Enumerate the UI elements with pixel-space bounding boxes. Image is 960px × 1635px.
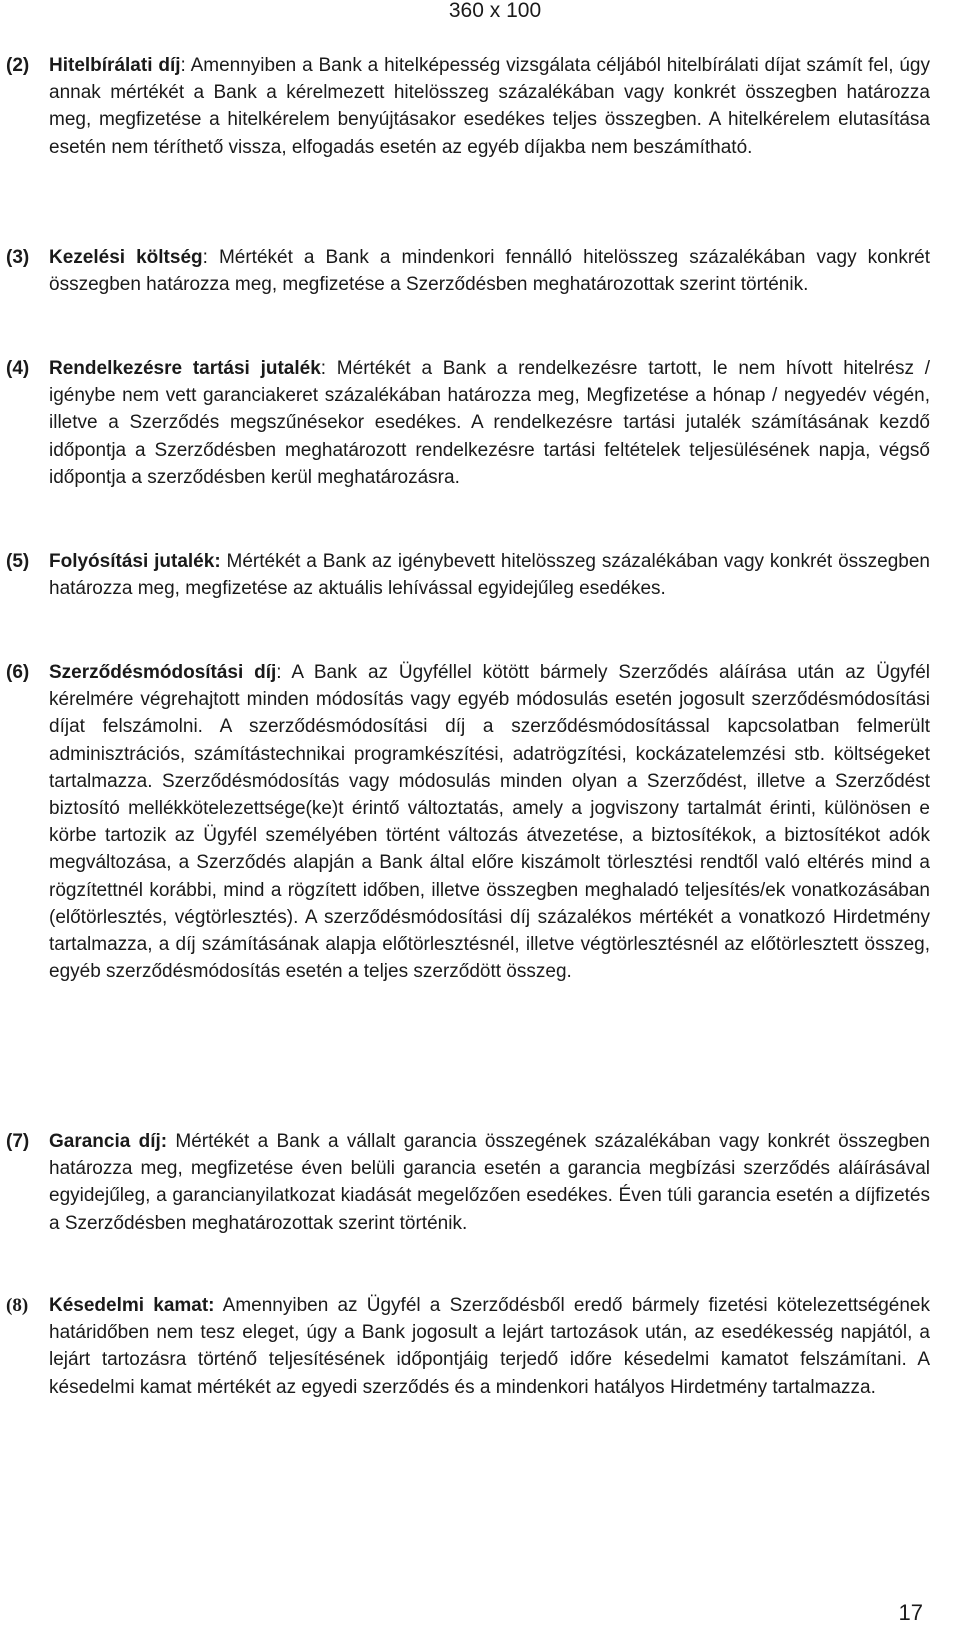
section-body bbox=[49, 52, 930, 161]
section-term: Szerződésmódosítási díj bbox=[49, 662, 277, 683]
section-number: (8) bbox=[6, 1295, 29, 1316]
section-kesedelmi-kamat bbox=[6, 1292, 930, 1401]
section-rendelkezesre-tartasi-jutalek bbox=[6, 355, 930, 491]
section-number: (6) bbox=[6, 662, 30, 683]
section-text: Mértékét a Bank a rendelkezésre tartott, le nem hívott hitelrész / igénybe nem vett garanciakeret százalékában határozza meg, Megfizetése a hónap / negyedév végén, illetve a Szerződés megszűnésekor esedékes. A rendelkezésre tartási jutalék számításának kezdő időpontja a Szerződésben meghatározott rendelkezésre tartási feltételek teljesülésének napja, végső időpontja a szerződésben kerül meghatározásra. bbox=[49, 358, 930, 488]
section-term: Hitelbírálati díj bbox=[49, 55, 181, 76]
section-number: (5) bbox=[6, 551, 30, 572]
section-term: Garancia díj: bbox=[49, 1131, 168, 1152]
section-term: Folyósítási jutalék: bbox=[49, 551, 221, 572]
section-text: Mértékét a Bank a mindenkori fennálló hitelösszeg százalékában vagy konkrét összegben határozza meg, megfizetése a Szerződésben meghatározottak szerint történik. bbox=[49, 247, 930, 296]
page-number: 17 bbox=[898, 1600, 923, 1625]
section-body bbox=[49, 1128, 930, 1237]
section-text: Amennyiben a Bank a hitelképesség vizsgálata céljából hitelbírálati díjat számít fel, úgy annak mértékét a Bank a kérelmezett hitelösszeg százalékában vagy konkrét összegben határozza meg, megfizetése a hitelkérelem benyújtásakor esedékes teljes összegben. A hitelkérelem elutasítása esetén nem téríthető vissza, elfogadás esetén az egyéb díjakba nem beszámítható. bbox=[49, 55, 930, 158]
section-body bbox=[49, 1292, 930, 1401]
section-term: Rendelkezésre tartási jutalék bbox=[49, 358, 321, 379]
section-folyositasi-jutalek bbox=[6, 548, 930, 602]
section-body bbox=[49, 244, 930, 298]
section-body bbox=[49, 659, 930, 985]
page-size-label: 360 x 100 bbox=[448, 0, 542, 22]
term-separator: : bbox=[180, 55, 186, 76]
section-number: (7) bbox=[6, 1131, 30, 1152]
section-kezelesi-koltseg bbox=[6, 244, 930, 298]
section-garancia-dij bbox=[6, 1128, 930, 1237]
section-text: Mértékét a Bank az igénybevett hitelösszeg százalékában vagy konkrét összegben határozza meg, megfizetése az aktuális lehívással egyidejűleg esedékes. bbox=[49, 551, 930, 600]
section-number: (3) bbox=[6, 247, 30, 268]
section-body bbox=[49, 548, 930, 602]
term-separator: : bbox=[276, 662, 282, 683]
section-text: Mértékét a Bank a vállalt garancia összegének százalékában vagy konkrét összegben határozza meg, megfizetése éven belüli garancia esetén a garancia megbízási szerződés aláírásával egyidejűleg, a garancianyilatkozat kiadását megelőzően esedékes. Éven túli garancia esetén a díjfizetés a Szerződésben meghatározottak szerint történik. bbox=[49, 1131, 930, 1234]
section-number: (4) bbox=[6, 358, 30, 379]
term-separator: : bbox=[202, 247, 208, 268]
section-text: A Bank az Ügyféllel kötött bármely Szerződés aláírása után az Ügyfél kérelmére végrehajtott minden módosítás vagy egyéb módosulás esetén jogosult szerződésmódosítási díjat felszámolni. A szerződésmódosítási díj a szerződésmódosítással kapcsolatban felmerült adminisztrációs, számítástechnikai programkészítési, adatrögzítési, kockázatelemzési stb. költségeket tartalmazza. Szerződésmódosítás vagy módosulás minden olyan a Szerződést, illetve a Szerződést biztosító mellékkötelezettsége(ke)t érintő változtatás, amely a jogviszony tartalmát érinti, különösen e körbe tartozik az Ügyfél személyében történt változás átvezetése, a biztosítékok, a biztosítékot adók megváltozása, a Szerződés alapján a Bank által előre kiszámolt törlesztési rendtől való eltérés mind a rögzítettnél korábbi, mind a rögzített időben, illetve összegben meghaladó teljesítés/ek vonatkozásában (előtörlesztés, végtörlesztés). A szerződésmódosítási díj százalékos mértékét a vonatkozó Hirdetmény tartalmazza, a díj számításának alapja előtörlesztésnél, illetve végtörlesztésnél az előtörlesztett összeg, egyéb szerződésmódosítás esetén a teljes szerződött összeg. bbox=[49, 662, 930, 983]
section-text: Amennyiben az Ügyfél a Szerződésből eredő bármely fizetési kötelezettségének határidőben nem tesz eleget, úgy a Bank jogosult a lejárt tartozások után, az esedékesség napjától, a lejárt tartozásra történő teljesítésének időpontjáig terjedő időre késedelmi kamatot felszámítani. A késedelmi kamat mértékét az egyedi szerződés és a mindenkori hatályos Hirdetmény tartalmazza. bbox=[49, 1295, 930, 1398]
section-number: (2) bbox=[6, 55, 30, 76]
term-separator: : bbox=[320, 358, 327, 379]
section-body bbox=[49, 355, 930, 491]
section-szerzodesmodositasi-dij bbox=[6, 659, 930, 985]
section-term: Kezelési költség bbox=[49, 247, 203, 268]
section-hitelbiralati-dij bbox=[6, 52, 930, 161]
section-term: Késedelmi kamat: bbox=[49, 1295, 215, 1316]
